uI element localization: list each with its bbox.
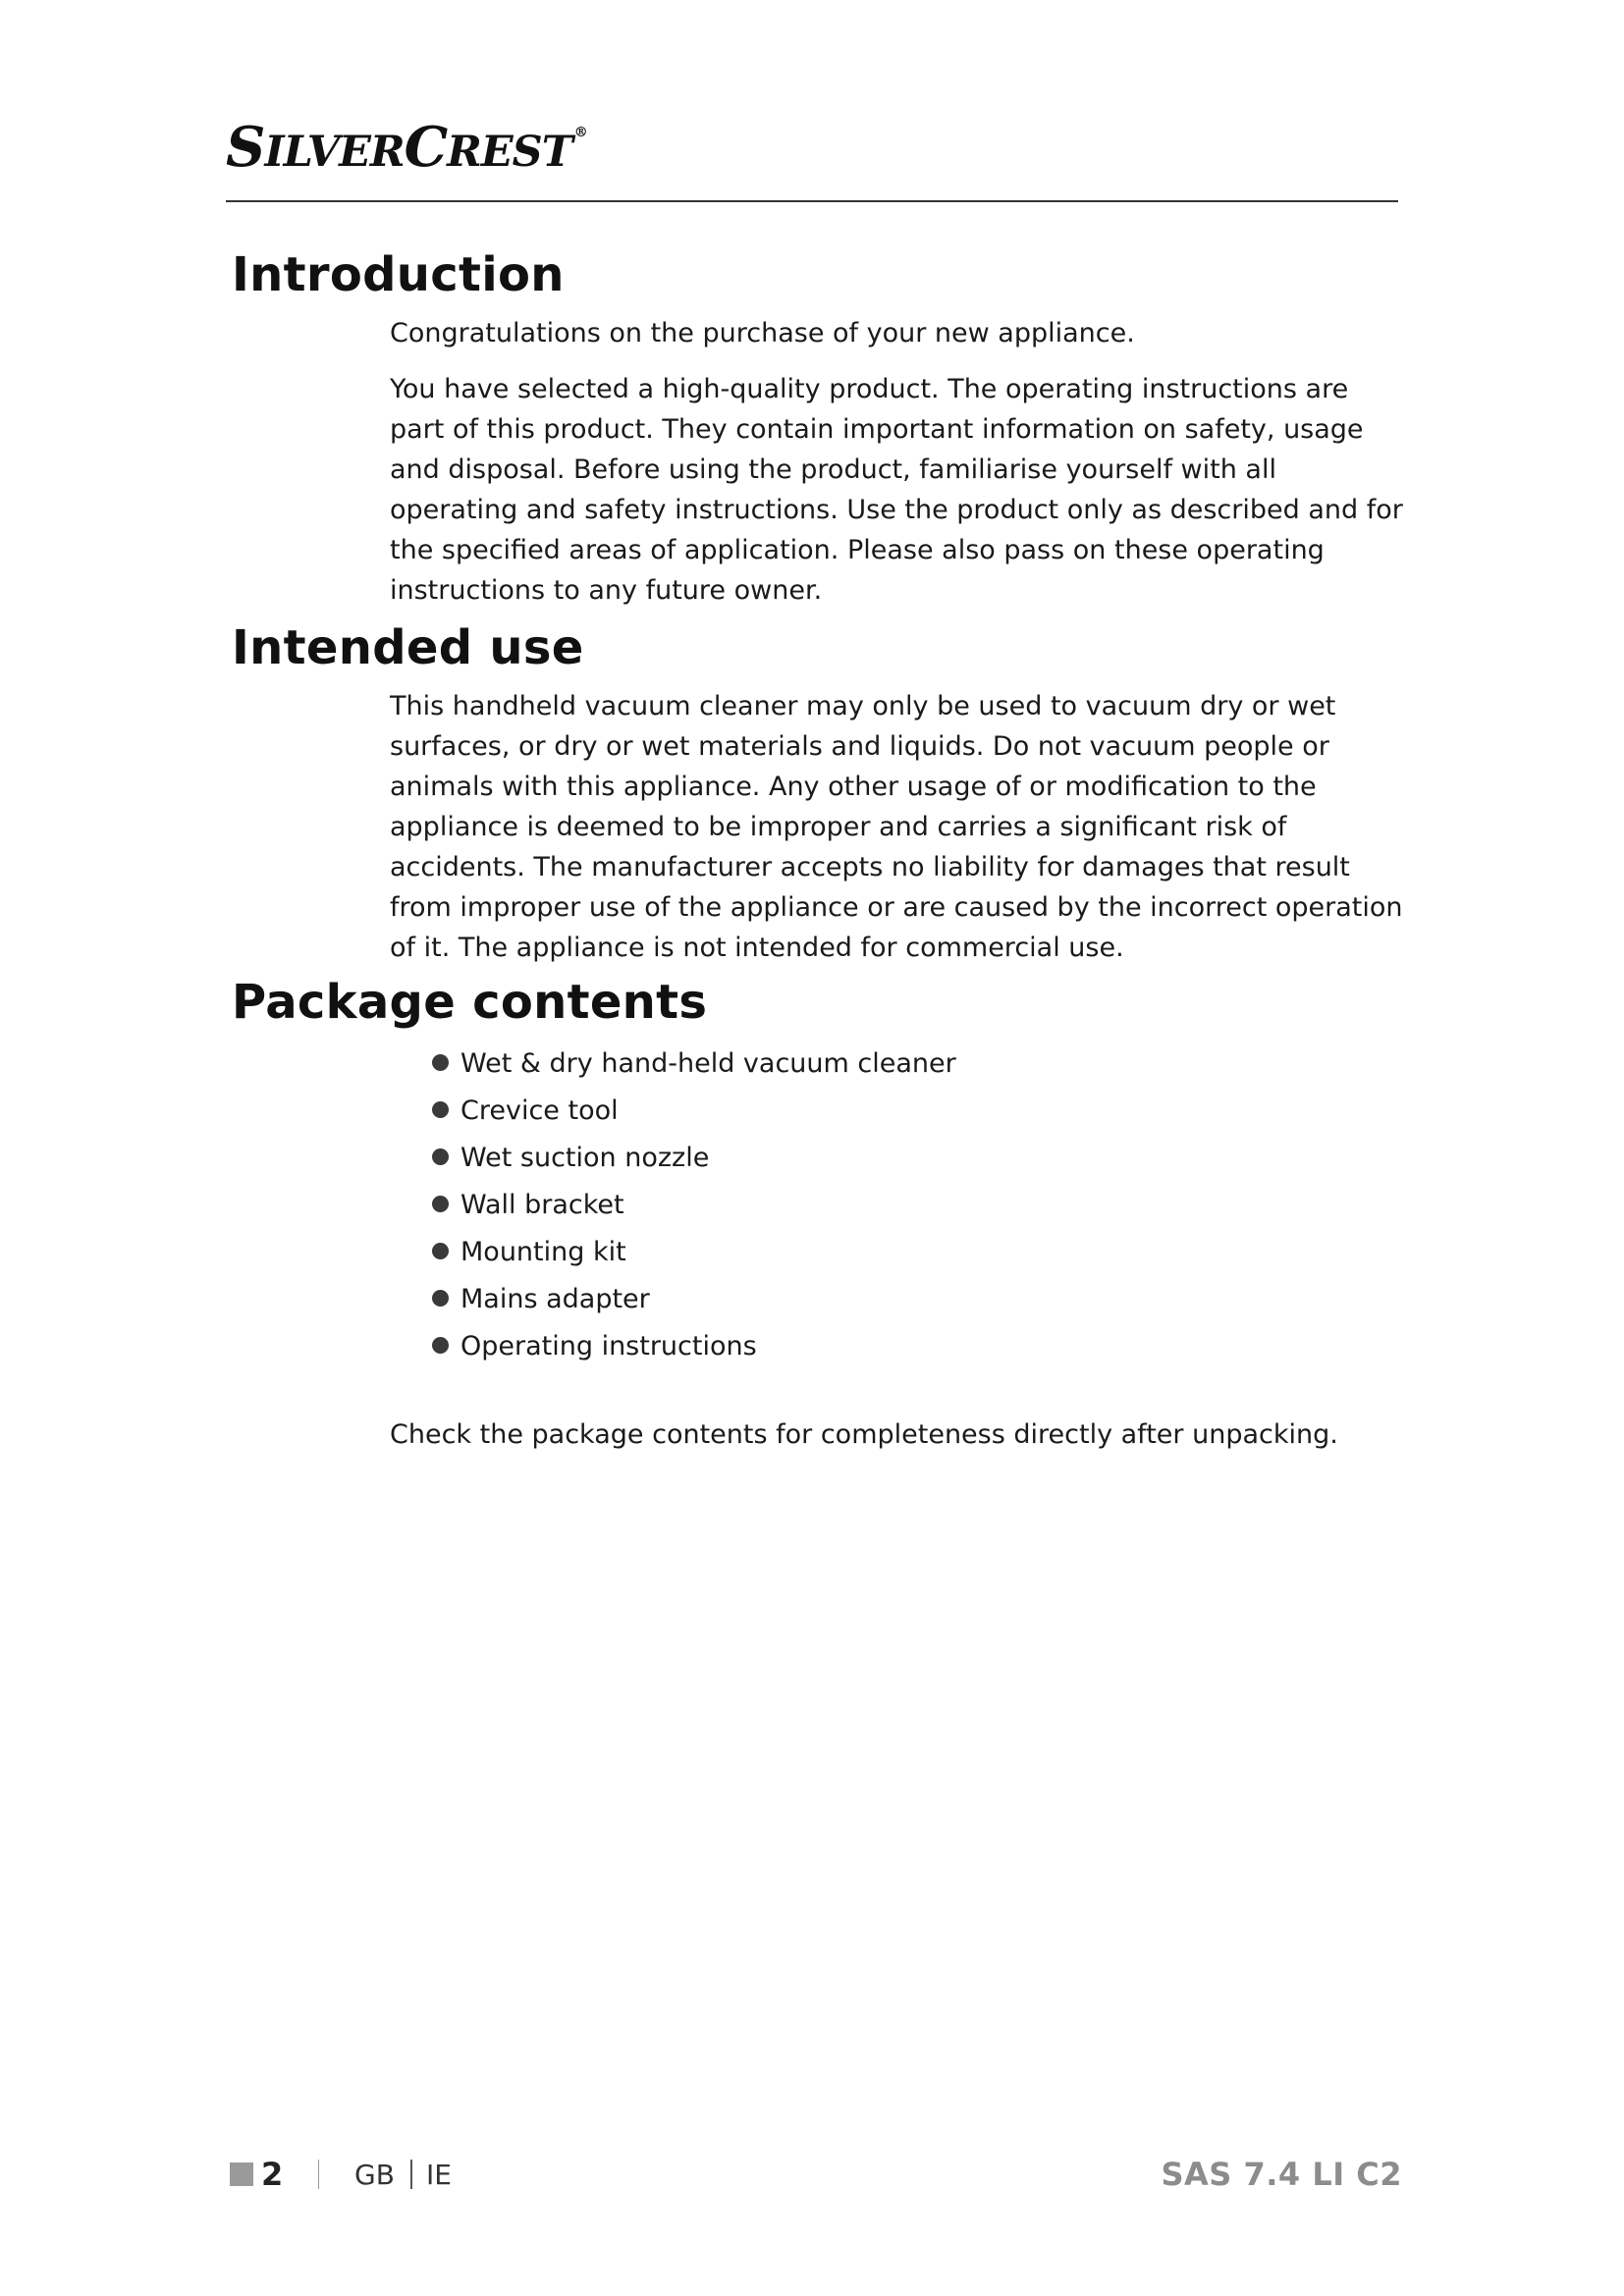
- list-item: [432, 1089, 956, 1136]
- list-item-label: Wall bracket: [460, 1190, 624, 1220]
- package-contents-note: Check the package contents for completeness directly after unpacking.: [390, 1419, 1338, 1450]
- brand-logo: [226, 115, 587, 180]
- footer-divider: [410, 2160, 412, 2189]
- registered-mark: ®: [573, 125, 587, 140]
- bullet-icon: [432, 1290, 449, 1307]
- brand-logo-letter: C: [404, 115, 448, 180]
- list-item-label: Wet suction nozzle: [460, 1143, 710, 1173]
- introduction-heading: Introduction: [232, 247, 565, 302]
- country-code-ie: IE: [426, 2159, 452, 2191]
- list-item-label: Mounting kit: [460, 1237, 626, 1267]
- list-item: [432, 1230, 956, 1277]
- introduction-paragraph-1: Congratulations on the purchase of your new appliance.: [390, 318, 1135, 348]
- model-number: SAS 7.4 LI C2: [1161, 2156, 1402, 2193]
- list-item-label: Crevice tool: [460, 1095, 619, 1126]
- brand-logo-letter: S: [226, 115, 265, 180]
- list-item: [432, 1277, 956, 1324]
- country-code-gb: GB: [354, 2159, 395, 2191]
- list-item: [432, 1183, 956, 1230]
- page-number: 2: [261, 2156, 284, 2193]
- header-divider: [226, 200, 1398, 202]
- intended-use-heading: Intended use: [232, 620, 584, 675]
- brand-logo-letters: ILVER: [264, 128, 405, 177]
- package-contents-list: [432, 1041, 956, 1371]
- list-item: [432, 1041, 956, 1089]
- list-item-label: Wet & dry hand-held vacuum cleaner: [460, 1048, 956, 1079]
- list-item-label: Operating instructions: [460, 1331, 757, 1362]
- bullet-icon: [432, 1337, 449, 1354]
- intended-use-paragraph: This handheld vacuum cleaner may only be used to vacuum dry or wet surfaces, or dry or wet materials and liquids. Do not vacuum people or animals with this appliance. Any other usage of or modification to the appliance is deemed to be improper and carries a significant risk of accidents. The manufacturer accepts no liability for damages that result from improper use of the appliance or are caused by the incorrect operation of it. The appliance is not intended for commercial use.: [390, 691, 1403, 963]
- page-footer: [0, 2156, 1624, 2195]
- bullet-icon: [432, 1148, 449, 1165]
- introduction-paragraph-2: You have selected a high-quality product. The operating instructions are part of this product. They contain important information on safety, usage and disposal. Before using the product, familiarise yourself with all operating and safety instructions. Use the product only as described and for the specified areas of application. Please also pass on these operating instructions to any future owner.: [390, 374, 1403, 606]
- bullet-icon: [432, 1196, 449, 1212]
- list-item-label: Mains adapter: [460, 1284, 650, 1314]
- list-item: [432, 1136, 956, 1183]
- bullet-icon: [432, 1054, 449, 1071]
- list-item: [432, 1324, 956, 1371]
- footer-divider: [318, 2160, 319, 2189]
- bullet-icon: [432, 1243, 449, 1259]
- page-marker-icon: [230, 2163, 253, 2186]
- package-contents-heading: Package contents: [232, 975, 708, 1030]
- brand-logo-letters: REST: [447, 128, 572, 177]
- bullet-icon: [432, 1101, 449, 1118]
